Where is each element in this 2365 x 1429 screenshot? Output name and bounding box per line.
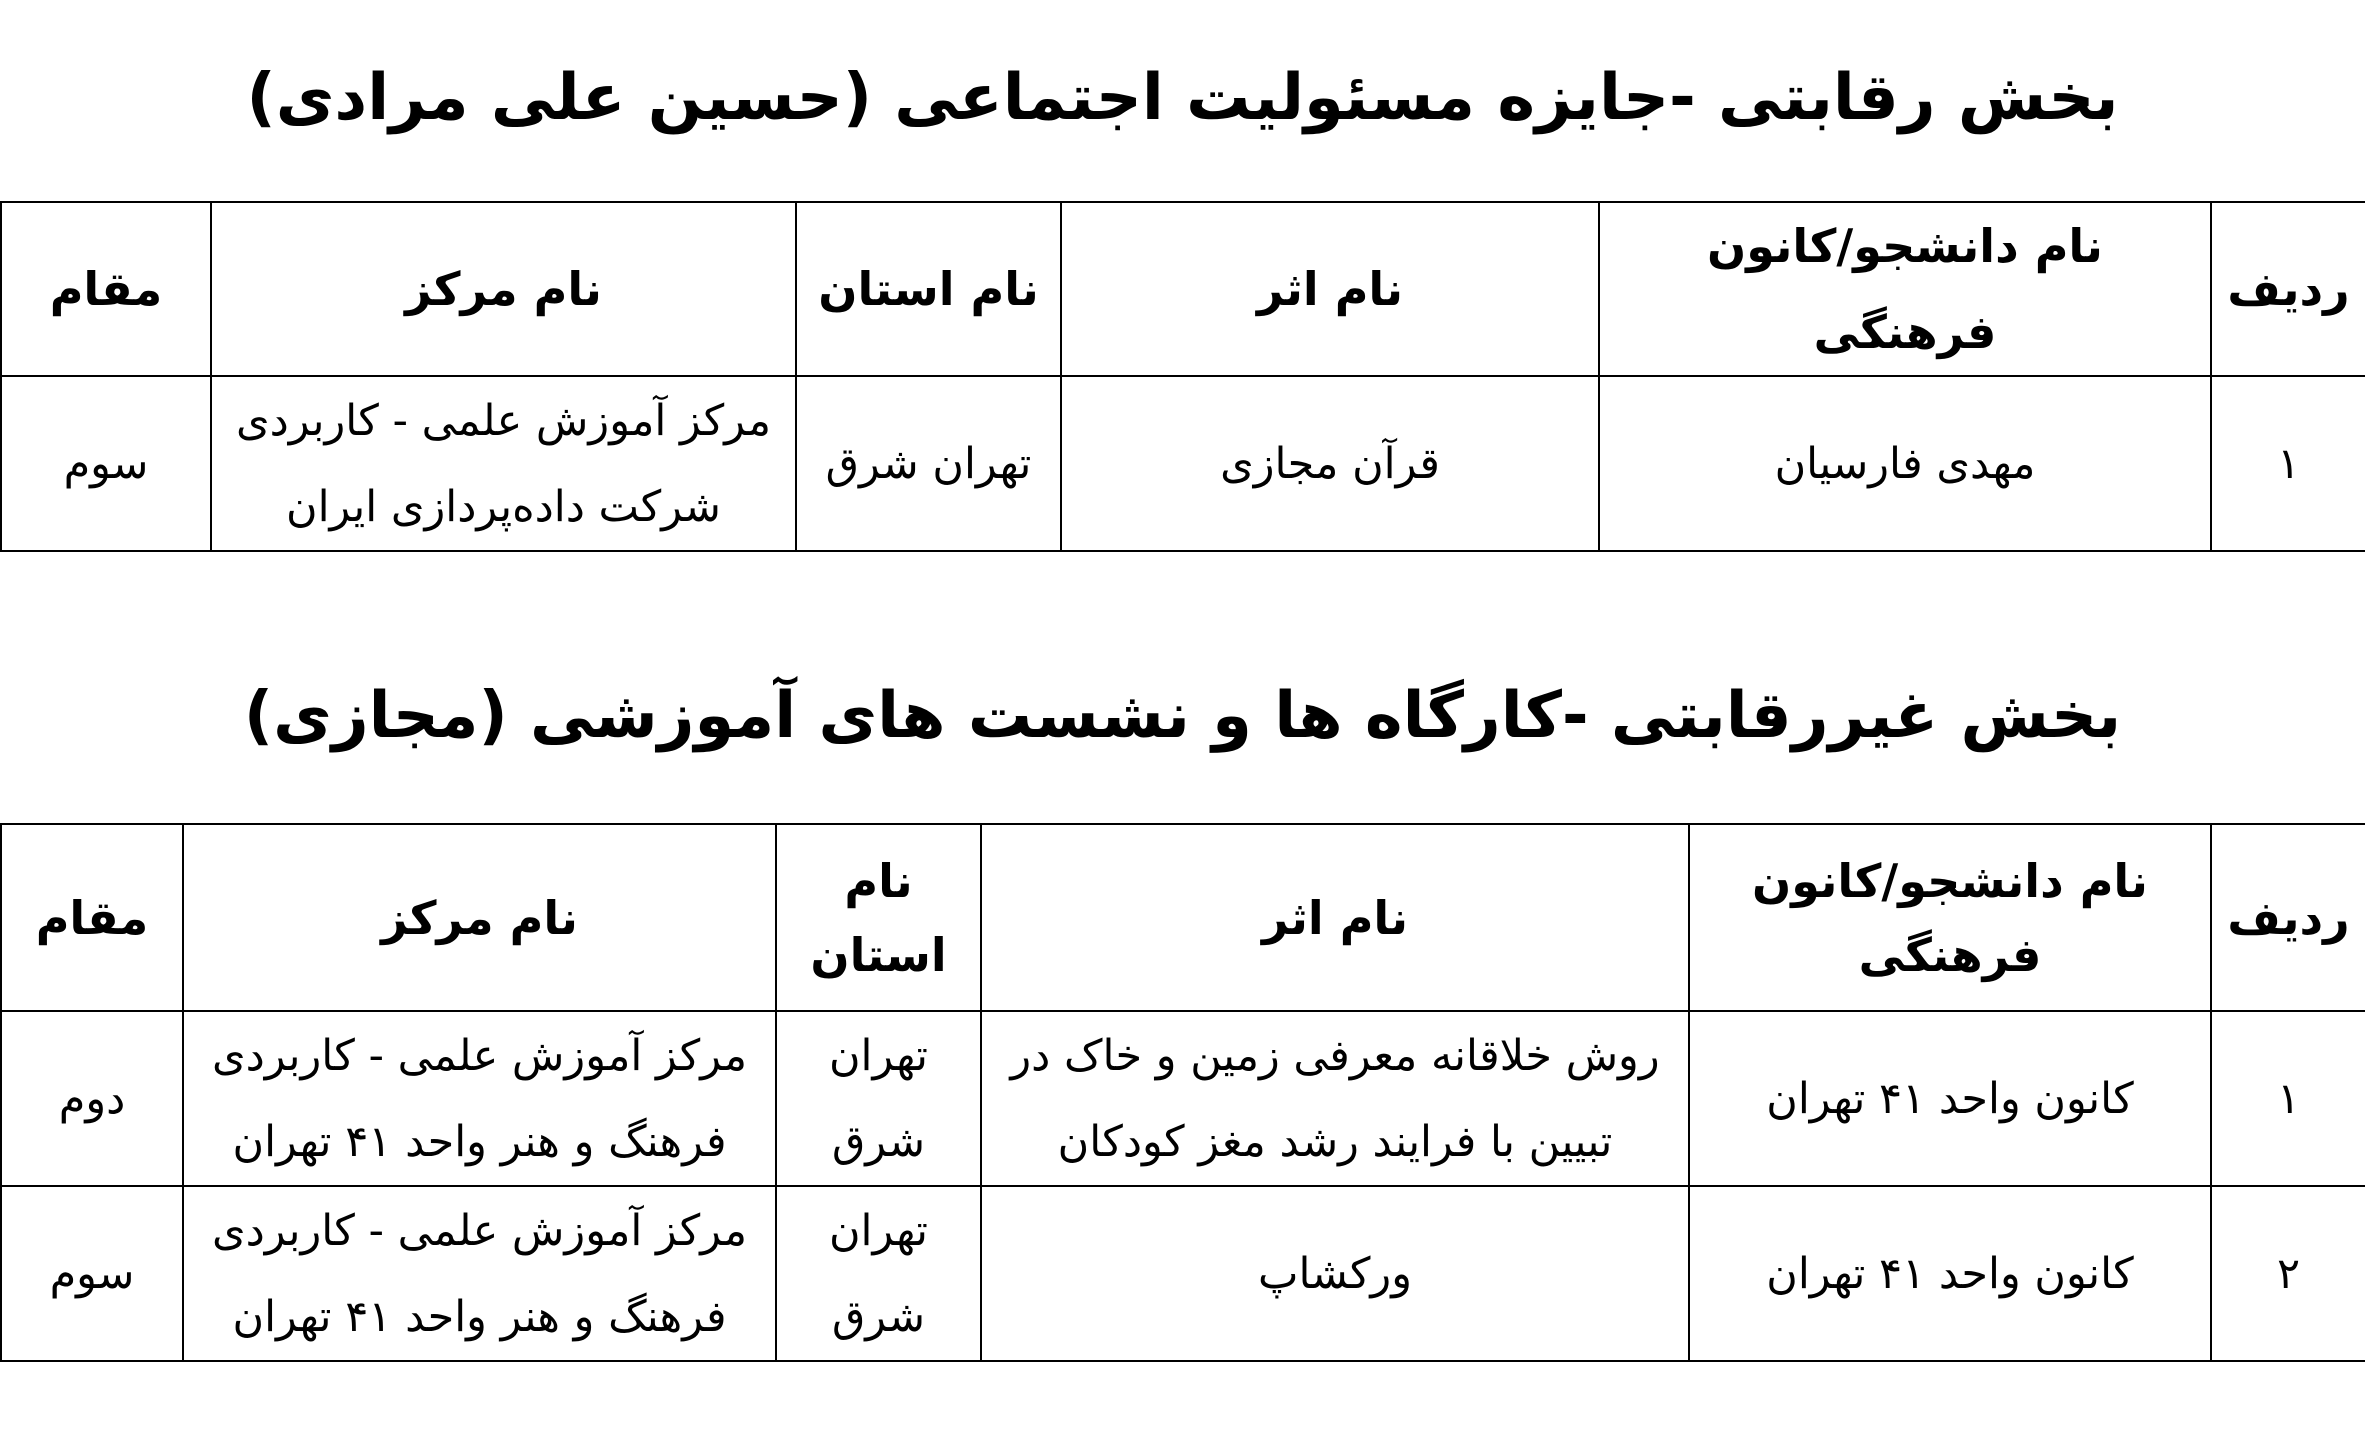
province-name-line: تهران — [828, 1205, 929, 1256]
cell-rank: سوم — [1, 376, 211, 551]
header-line: استان — [810, 927, 947, 982]
table-row — [1, 376, 2365, 551]
work-name-line: تبیین با فرایند رشد مغز کودکان — [1057, 1116, 1613, 1167]
header-line: نام دانشجو/کانون — [1752, 853, 2148, 908]
competitive-awards-table — [0, 201, 2365, 552]
province-name-line: شرق — [831, 1291, 926, 1342]
header-center-name: نام مرکز — [211, 202, 796, 376]
province-name-line: تهران — [828, 1030, 929, 1081]
header-center-name: نام مرکز — [183, 824, 776, 1011]
cell-row-number: ۱ — [2211, 1011, 2365, 1186]
header-student-name — [1689, 824, 2211, 1011]
cell-center-name — [211, 376, 796, 551]
header-work-name: نام اثر — [1061, 202, 1599, 376]
header-row-number: ردیف — [2211, 202, 2365, 376]
table-header-row — [1, 824, 2365, 1011]
header-province-name: نام استان — [796, 202, 1061, 376]
work-name-line: روش خلاقانه معرفی زمین و خاک در — [1010, 1030, 1660, 1081]
cell-work-name: قرآن مجازی — [1061, 376, 1599, 551]
header-rank: مقام — [1, 202, 211, 376]
header-row-number: ردیف — [2211, 824, 2365, 1011]
header-line: نام — [844, 853, 913, 908]
center-name-line: مرکز آموزش علمی - کاربردی — [211, 1030, 748, 1081]
cell-student-name: مهدی فارسیان — [1599, 376, 2211, 551]
cell-rank: دوم — [1, 1011, 183, 1186]
cell-province-name: تهران شرق — [796, 376, 1061, 551]
center-name-line: مرکز آموزش علمی - کاربردی — [211, 1205, 748, 1256]
cell-work-name: ورکشاپ — [981, 1186, 1689, 1361]
cell-province-name — [776, 1186, 981, 1361]
table-header-row — [1, 202, 2365, 376]
cell-work-name — [981, 1011, 1689, 1186]
center-name-line: فرهنگ و هنر واحد ۴۱ تهران — [232, 1116, 727, 1167]
table-row — [1, 1011, 2365, 1186]
cell-rank: سوم — [1, 1186, 183, 1361]
cell-center-name — [183, 1186, 776, 1361]
non-competitive-awards-table — [0, 823, 2365, 1362]
header-student-name: نام دانشجو/کانون فرهنگی — [1599, 202, 2211, 376]
table-row — [1, 1186, 2365, 1361]
center-name-line: شرکت داده‌پردازی ایران — [286, 481, 721, 532]
cell-province-name — [776, 1011, 981, 1186]
section-title-non-competitive: بخش غیررقابتی -کارگاه ها و نشست های آموزشی (مجازی) — [243, 679, 2122, 753]
cell-row-number: ۱ — [2211, 376, 2365, 551]
cell-row-number: ۲ — [2211, 1186, 2365, 1361]
header-province-name — [776, 824, 981, 1011]
center-name-line: مرکز آموزش علمی - کاربردی — [235, 395, 772, 446]
center-name-line: فرهنگ و هنر واحد ۴۱ تهران — [232, 1291, 727, 1342]
header-work-name: نام اثر — [981, 824, 1689, 1011]
cell-student-name: کانون واحد ۴۱ تهران — [1689, 1011, 2211, 1186]
cell-center-name — [183, 1011, 776, 1186]
section-title-competitive: بخش رقابتی -جایزه مسئولیت اجتماعی (حسین علی مرادی) — [246, 61, 2119, 135]
cell-student-name: کانون واحد ۴۱ تهران — [1689, 1186, 2211, 1361]
province-name-line: شرق — [831, 1116, 926, 1167]
header-line: فرهنگی — [1858, 927, 2042, 982]
header-rank: مقام — [1, 824, 183, 1011]
